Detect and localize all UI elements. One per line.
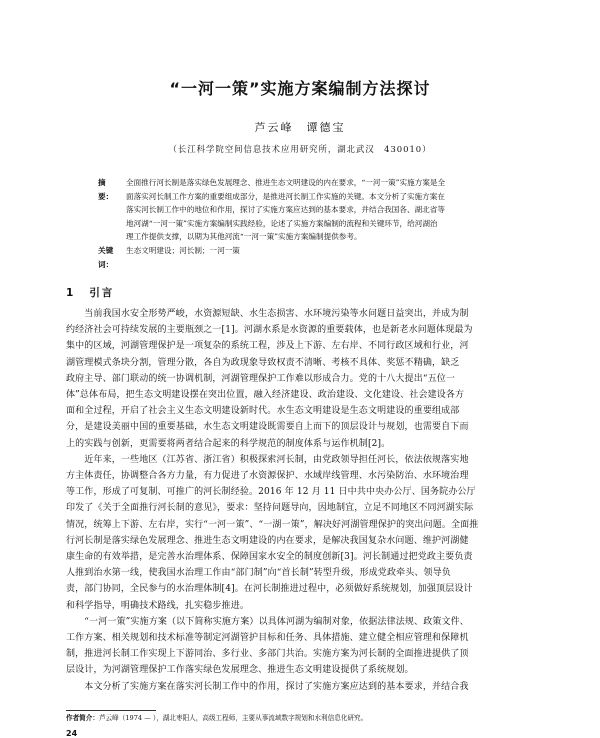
footnote-label: 作者简介： bbox=[66, 714, 99, 722]
abstract-block bbox=[98, 176, 530, 271]
body-line: 方主体责任，协调整合各方力量，有力促进了水资源保护、水域岸线管理、水污染防治、水环境治理 bbox=[66, 471, 469, 482]
section-number: 1 bbox=[66, 287, 76, 299]
body-line: 面和全过程，开启了社会主义生态文明建设新时代。水生态文明建设是生态文明建设的重要组成部 bbox=[66, 406, 460, 417]
body-line: 人推到治水第一线，使我国水治理工作由“部门制”向“首长制”转型升级，形成党政牵头、领导负 bbox=[66, 568, 452, 579]
body-line: 集中的区域，河湖管理保护是一项复杂的系统工程，涉及上下游、左右岸、不同行政区域和行业，河 bbox=[66, 341, 469, 352]
abstract-line: 面落实河长制工作方案的重要组成部分，是推进河长制工作实施的关键。本文分析了实施方案在 bbox=[126, 191, 445, 201]
abstract-line: 全面推行河长制是落实绿色发展理念、推进生态文明建设的内在要求，“一河一策”实施方案是全 bbox=[126, 178, 446, 187]
page-number: 24 bbox=[66, 729, 78, 738]
body-line: 行河长制是落实绿色发展理念、推进生态文明建设的内在要求，是解决我国复杂水问题、维护河湖健 bbox=[66, 535, 469, 546]
body-line: 近年来，一些地区（江苏省、浙江省）积极探索河长制，由党政领导担任河长，依法依规落实地 bbox=[66, 454, 469, 465]
body-line: 层设计，为河湖管理保护工作落实绿色发展理念、推进生态文明建设提供了系统规划。 bbox=[66, 665, 414, 676]
section-heading bbox=[66, 285, 114, 300]
body-line: 康生命的有效举措，是完善水治理体系、保障国家水安全的制度创新[3]。河长制通过把党政主要负责 bbox=[66, 552, 473, 563]
body-line: 情况，统筹上下游、左右岸，实行“一河一策”、“一湖一策”，解决好河湖管理保护的突出问题。全面推 bbox=[66, 519, 479, 530]
footnote-rule bbox=[66, 710, 156, 711]
footnote-text: 芦云峰（1974 — ），湖北枣阳人，高级工程师，主要从事流域数字规划和水利信息化研究。 bbox=[98, 714, 368, 722]
paper-title: “一河一策”实施方案编制方法探讨 bbox=[169, 79, 431, 98]
body-line: 工作方案、相关规划和技术标准等制定河湖管护目标和任务、具体措施、建立健全相应管理和保障机 bbox=[66, 633, 469, 644]
section-title: 引言 bbox=[89, 287, 115, 299]
body-line: 政府主导、部门联动的统一协调机制，河湖管理保护工作难以形成合力。党的十八大提出“五位一 bbox=[66, 373, 456, 384]
abstract-line: 地河湖“一河一策”实施方案编制实践经验，论述了实施方案编制的流程和关键环节，给河湖治 bbox=[126, 218, 438, 228]
abstract-line: 理工作提供支撑，以期为其他河流“一河一策”实施方案编制提供参考。 bbox=[126, 232, 362, 242]
body-line: 上的实践与创新，更需要将两者结合起来的科学规范的制度体系与运作机制[2]。 bbox=[66, 438, 391, 449]
keywords-label: 关键词： bbox=[98, 245, 114, 269]
body-line: 当前我国水安全形势严峻，水资源短缺、水生态损害、水环境污染等水问题日益突出，并成为制 bbox=[66, 309, 469, 319]
authors: 芦云峰 谭德宝 bbox=[254, 121, 346, 134]
body-line: 和科学指导，明确技术路线，扎实稳步推进。 bbox=[66, 600, 250, 611]
body-line: 制，推进河长制工作实现上下游同治、多行业、多部门共治。实施方案为河长制的全面推进提供了顶 bbox=[66, 649, 469, 660]
body-line: 本文分析了实施方案在落实河长制工作中的作用，探讨了实施方案应达到的基本要求，并结合我 bbox=[66, 681, 469, 692]
keywords-text: 生态文明建设；河长制；一河一策 bbox=[126, 245, 240, 255]
body-line: 分，是建设美丽中国的重要基础，水生态文明建设既需要自上而下的顶层设计与规划，也需要自下而 bbox=[66, 422, 469, 433]
body-line: 责，部门协同，全民参与的水治理体制[4]。在河长制推进过程中，必须做好系统规划，加强顶层设计 bbox=[66, 584, 473, 595]
abstract-text bbox=[126, 176, 530, 244]
body-line: 体”总体布局，把生态文明建设摆在突出位置，融入经济建设、政治建设、文化建设、社会建设各方 bbox=[66, 390, 465, 401]
body-line: 湖管理模式条块分割，管理分散，各自为政现象导致权责不清晰、考核不具体、奖惩不精确，缺乏 bbox=[66, 357, 460, 368]
body-line: “一河一策”实施方案（以下简称实施方案）以具体河湖为编制对象，依据法律法规、政策文件、 bbox=[66, 616, 469, 627]
body-line: 约经济社会可持续发展的主要瓶颈之一[1]。河湖水系是水资源的重要载体，也是新老水问题体现最为 bbox=[66, 325, 473, 336]
affiliation: （长江科学院空间信息技术应用研究所，湖北武汉 430010） bbox=[168, 144, 432, 154]
abstract-label: 摘 要： bbox=[98, 178, 114, 201]
abstract-line: 落实河长制工作中的地位和作用，探讨了实施方案应达到的基本要求，并结合我国各、湖北省等 bbox=[126, 205, 445, 215]
body-line: 印发了《关于全面推行河长制的意见》，要求：坚持问题导向，因地制宜，立足不同地区不同河湖实际 bbox=[66, 503, 474, 514]
body-line: 等工作，形成了可复制、可推广的河长制经验。2016 年 12 月 11 日中共中央办公厅、国务院办公厅 bbox=[66, 487, 476, 498]
body-text bbox=[66, 306, 536, 695]
footnote bbox=[66, 713, 536, 723]
